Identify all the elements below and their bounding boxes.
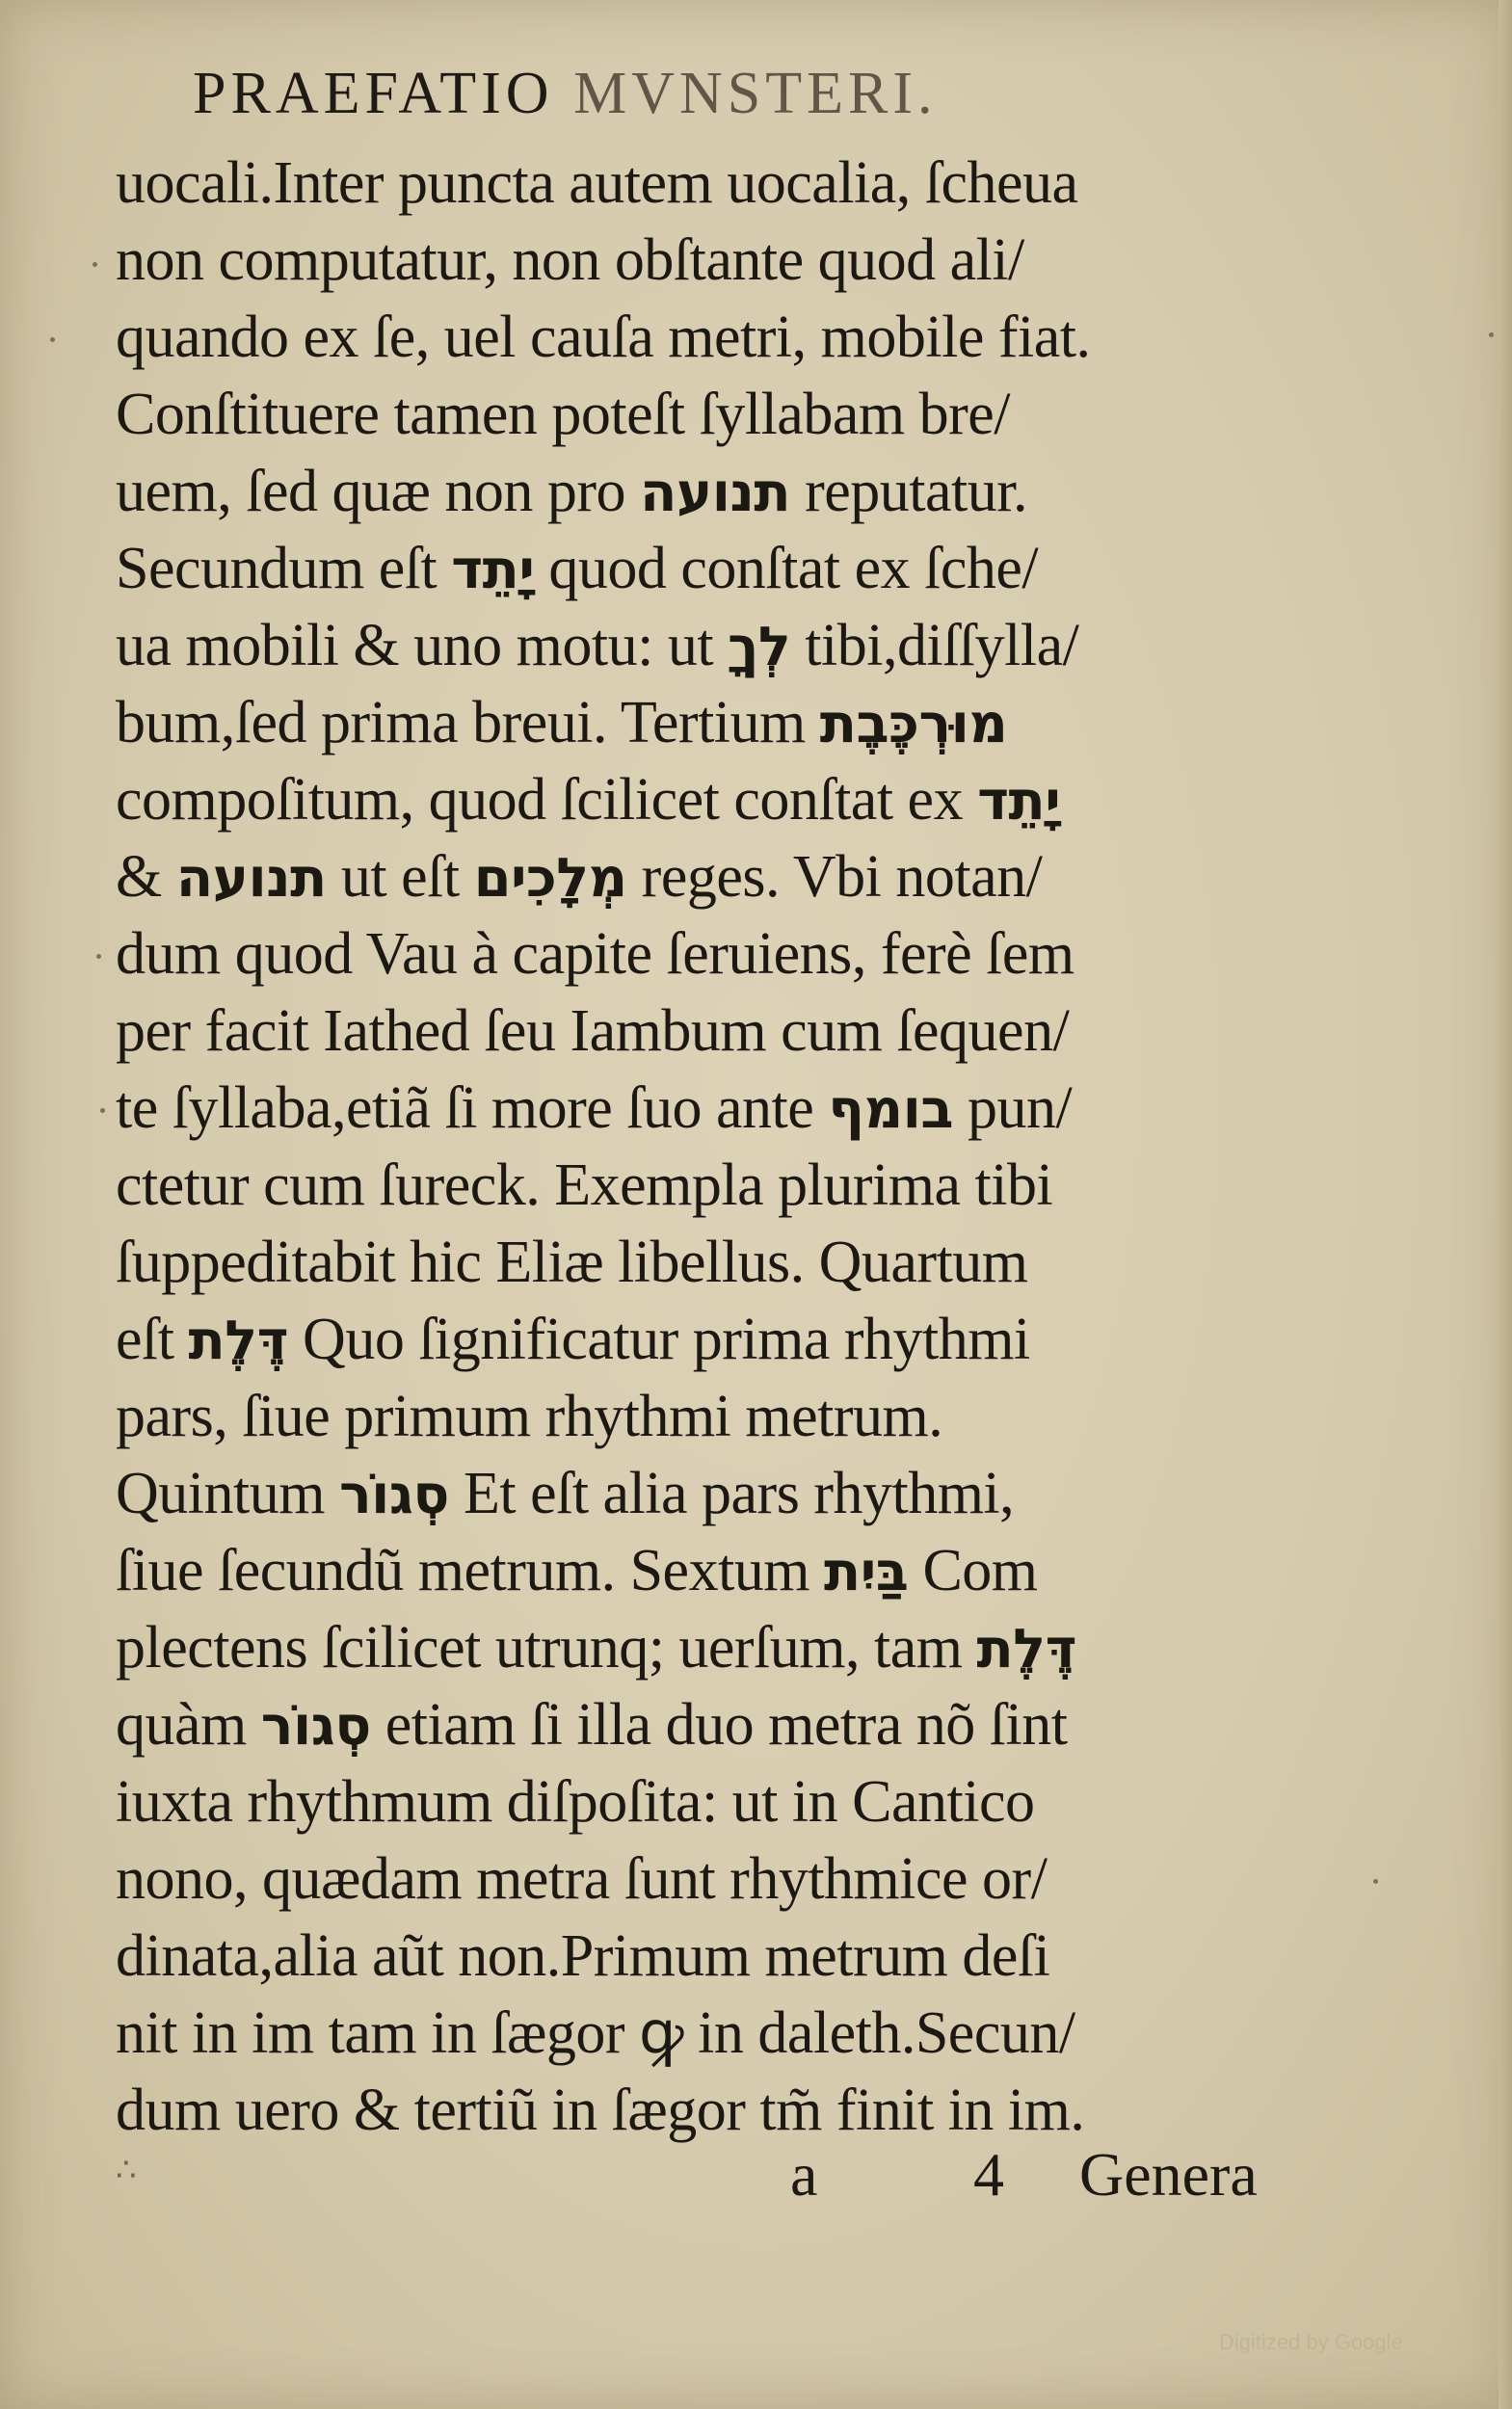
hebrew-word: דֶּלֶת [188,1310,289,1372]
hebrew-word: סְגוֹר [338,1464,449,1526]
hebrew-word: תנועה [175,847,327,910]
text-line: bum,ſed prima breui. Tertium מוּרְכֶּבֶת [116,684,1311,761]
margin-speck [100,1108,105,1113]
hebrew-word: בומף [828,1078,953,1141]
text-line: dinata,alia aũt non.Primum metrum deſi [116,1923,1050,1989]
text-line: non computatur, non obſtante quod ali/ [116,227,1024,293]
hebrew-word: מְלָכִים [473,847,627,910]
running-head [193,60,1253,128]
running-head-author: MVNSTERI. [573,61,938,126]
digitization-watermark: Digitized by Google [1219,2330,1403,2354]
margin-speck [1373,1879,1378,1884]
text-line: quando ex ſe, uel cauſa metri, mobile fiat. [116,304,1091,370]
footer-mark: ∴ [116,2153,137,2188]
hebrew-word: לְךָ [728,616,791,678]
text-line: ua mobili & uno motu: ut לְךָ tibi,diſſylla/ [116,607,1311,684]
body-text [116,145,1311,2149]
hebrew-word: סְגוֹר [260,1695,371,1758]
text-line: nit in im tam in ſægor ꝙ in daleth.Secun/ [116,2000,1075,2066]
text-line: te ſyllaba,etiã ſi more ſuo ante בומף pun/ [116,1070,1311,1147]
hebrew-word: בַּיִת [824,1541,909,1603]
text-line: ſuppeditabit hic Eliæ libellus. Quartum [116,1230,1028,1295]
margin-speck [93,262,97,267]
text-line: dum uero & tertiũ in ſægor tm̃ finit in im. [116,2078,1085,2143]
text-line: Quintum סְגוֹר Et eſt alia pars rhythmi, [116,1455,1311,1532]
margin-speck [96,954,101,959]
text-line: ctetur cum ſureck. Exempla plurima tibi [116,1152,1053,1218]
text-line: iuxta rhythmum diſpoſita: ut in Cantico [116,1769,1035,1835]
signature-number: 4 [973,2140,1004,2209]
text-line: & תנועה ut eſt מְלָכִים reges. Vbi notan/ [116,838,1311,915]
hebrew-word: מוּרְכֶּבֶת [819,693,1008,755]
margin-speck [1489,332,1494,337]
text-line: eſt דֶּלֶת Quo ſignificatur prima rhythmi [116,1301,1311,1378]
text-line: uem, ſed quæ non pro תנועה reputatur. [116,453,1311,530]
text-line: nono, quædam metra ſunt rhythmice or/ [116,1846,1048,1912]
catchword: Genera [1079,2140,1258,2209]
text-line: dum quod Vau à capite ſeruiens, ferè ſem [116,921,1074,987]
running-head-title: PRAEFATIO [193,61,554,126]
page-footer [116,2139,1311,2226]
margin-speck [50,337,55,342]
hebrew-word: יָתֵד [451,539,535,601]
text-line: Conſtituere tamen poteſt ſyllabam bre/ [116,382,1010,447]
hebrew-word: דֶּלֶת [976,1618,1077,1681]
text-line: plectens ſcilicet utrunq; uerſum, tam דֶּלֶת [116,1609,1311,1686]
signature-letter: a [790,2140,818,2209]
page-edge [1499,0,1512,2409]
text-line: per facit Iathed ſeu Iambum cum ſequen/ [116,998,1070,1064]
hebrew-word: יָתֵד [977,770,1061,833]
text-line: Secundum eſt יָתֵד quod conſtat ex ſche/ [116,530,1311,607]
text-line: compoſitum, quod ſcilicet conſtat ex יָתֵד [116,761,1311,838]
text-line: quàm סְגוֹר etiam ſi illa duo metra nõ ſint [116,1686,1311,1763]
hebrew-word: תנועה [640,462,791,524]
text-line: pars, ſiue primum rhythmi metrum. [116,1384,943,1449]
text-line: uocali.Inter puncta autem uocalia, ſcheua [116,150,1078,216]
text-line: ſiue ſecundũ metrum. Sextum בַּיִת Com [116,1532,1311,1609]
